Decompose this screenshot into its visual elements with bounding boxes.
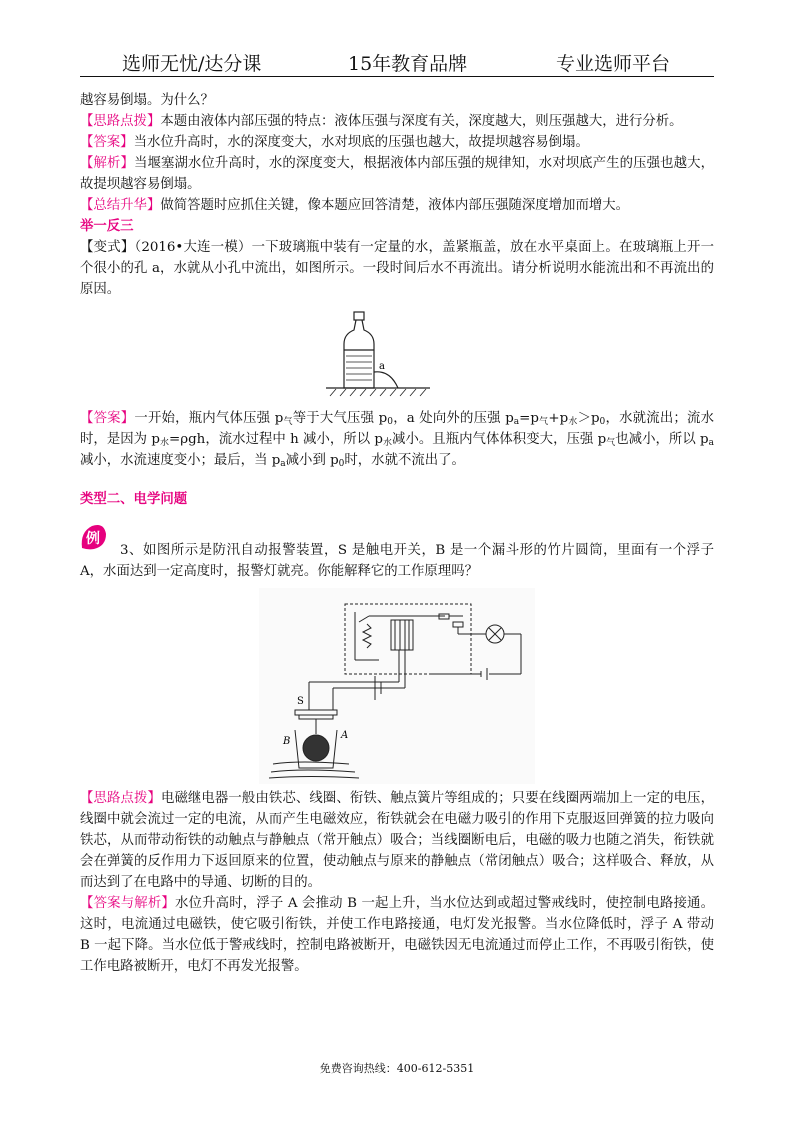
ans-sub: 气 (538, 417, 549, 427)
label-S: S (297, 696, 304, 707)
example-answer-text: 水位升高时，浮子 A 会推动 B 一起上升，当水位达到或超过警戒线时，使控制电路接通。这时，电流通过电磁铁，使它吸引衔铁，并使工作电路接通，电灯发光报警。当水位降低时，浮子 A 带动 B 一起下降。当水位低于警戒线时，控制电路被断开，电磁铁因无电流通过而停止工作，不再吸引衔铁，使工作电路被断开，电灯不再发光报警。 (80, 896, 714, 974)
ans-seg: 减小到 p (285, 453, 339, 468)
page-body (80, 90, 714, 977)
answer-tag: 【答案】 (80, 135, 134, 150)
ans-seg: 时，水就不流出了。 (344, 453, 465, 468)
ans-seg: 减小。且瓶内气体体积变大，压强 p (392, 432, 607, 447)
question-continuation: 越容易倒塌。为什么？ (80, 93, 214, 108)
header-left: 选师无忧/达分课 (122, 53, 262, 75)
ans-sub: a (708, 438, 714, 448)
ans-sub: a (513, 417, 520, 427)
ans-seg: 等于大气压强 p (292, 411, 388, 426)
ans-sub: a (280, 459, 286, 469)
label-B: B (283, 736, 291, 747)
summary-tag: 【总结升华】 (80, 198, 161, 213)
example-3 (80, 528, 714, 582)
example-hint-text: 电磁继电器一般由铁芯、线圈、衔铁、触点簧片等组成的；只要在线圈两端加上一定的电压，线圈中就会流过一定的电流，从而产生电磁效应，衔铁就会在电磁力吸引的作用下克服返回弹簧的拉力吸向铁芯，从而带动衔铁的动触点与静触点（常开触点）吸合；当线圈断电后，电磁的吸力也随之消失，衔铁就会在弹簧的反作用力下返回原来的位置，使动触点与原来的静触点（常闭触点）吸合；这样吸合、释放，从而达到了在电路中的导通、切断的目的。 (80, 791, 715, 890)
answer-text: 当水位升高时，水的深度变大，水对坝底的压强也越大，故提坝越容易倒塌。 (133, 135, 589, 150)
summary-paragraph (80, 195, 714, 216)
example-answer-tag: 【答案与解析】 (80, 896, 175, 911)
variant-question (80, 237, 714, 300)
ans-sub: 水 (568, 417, 578, 427)
explanation-tag: 【解析】 (80, 156, 134, 171)
ans-sub: 气 (606, 438, 616, 448)
ans-seg: ，a 处向外的压强 p (393, 411, 514, 426)
hint-tag: 【思路点拨】 (80, 114, 161, 129)
ans-seg: ，水就流出；流水时，是因为 p (80, 411, 714, 447)
variant-answer (80, 408, 714, 471)
section-title: 类型二、电学问题 (80, 491, 188, 507)
bottle-label-a: a (379, 361, 385, 372)
variant-heading: 举一反三 (80, 218, 134, 234)
example-hint (80, 788, 714, 893)
ans-seg: +p (548, 411, 569, 426)
explanation-paragraph (80, 153, 714, 195)
ans-seg: 减小，水流速度变小；最后，当 p (80, 453, 281, 468)
ans-sub: 水 (159, 438, 170, 448)
example-badge-icon (78, 522, 108, 552)
hint-paragraph (80, 111, 714, 132)
summary-text: 做简答题时应抓住关键，像本题应回答清楚，液体内部压强随深度增加而增大。 (160, 198, 630, 213)
example-question: 3、如图所示是防汛自动报警装置，S 是触电开关，B 是一个漏斗形的竹片圆筒，里面有一个浮子 A，水面达到一定高度时，报警灯就亮。你能解释它的工作原理吗？ (80, 543, 714, 579)
ans-seg: =ρgh，流水过程中 h 减小，所以 p (169, 432, 383, 447)
ans-sub: 0 (338, 459, 345, 469)
header-right: 专业选师平台 (556, 53, 671, 75)
label-A: A (341, 730, 349, 741)
variant-answer-tag: 【答案】 (80, 411, 135, 426)
explanation-text: 当堰塞湖水位升高时，水的深度变大，根据液体内部压强的规律知，水对坝底产生的压强也越大，故提坝越容易倒塌。 (80, 156, 714, 192)
ans-seg: 也减小，所以 p (615, 432, 709, 447)
ans-sub: 0 (387, 417, 393, 427)
ans-seg: ＞p (577, 411, 600, 426)
example-hint-tag: 【思路点拨】 (80, 791, 161, 806)
page-header (80, 44, 714, 77)
answer-paragraph (80, 132, 714, 153)
ans-sub: 水 (382, 438, 393, 448)
page-footer: 免费咨询热线：400-612-5351 (319, 1062, 475, 1075)
ans-sub: 0 (599, 417, 606, 427)
hint-text: 本题由液体内部压强的特点：液体压强与深度有关，深度越大，则压强越大，进行分析。 (160, 114, 683, 129)
flood-alarm-figure (259, 588, 535, 784)
example-badge-text: 例 (86, 531, 100, 547)
variant-label: 【变式】 (80, 240, 135, 255)
ans-seg: 一开始，瓶内气体压强 p (134, 411, 284, 426)
bottle-figure (322, 306, 472, 402)
ans-sub: 气 (283, 417, 293, 427)
header-center: 15年教育品牌 (348, 53, 468, 75)
variant-text: （2016•大连一模）一下玻璃瓶中装有一定量的水，盖紧瓶盖，放在水平桌面上。在玻璃瓶上开一个很小的孔 a，水就从小孔中流出，如图所示。一段时间后水不再流出。请分析说明水能流出和不再流出的原因。 (80, 240, 715, 297)
ans-seg: =p (519, 411, 539, 426)
example-answer (80, 893, 714, 977)
